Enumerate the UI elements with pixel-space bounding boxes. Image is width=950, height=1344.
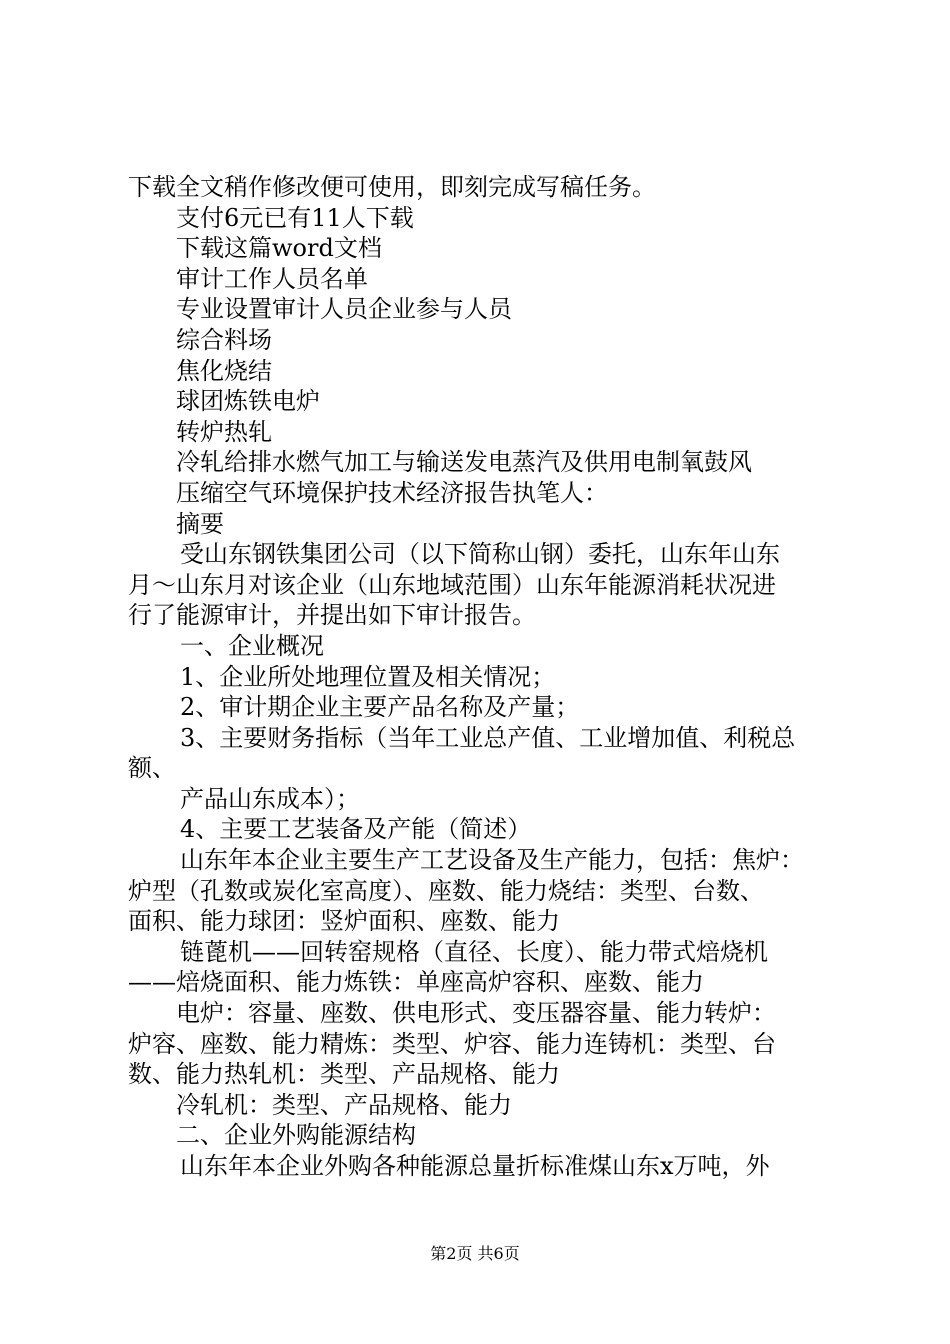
text-line: 产品山东成本）； xyxy=(180,784,360,813)
text-line: 冷轧机：类型、产品规格、能力 xyxy=(176,1090,512,1119)
text-line: 链蓖机——回转窑规格（直径、长度）、能力带式焙烧机 xyxy=(180,937,768,966)
text-line: 山东年本企业外购各种能源总量折标准煤山东x万吨，外 xyxy=(180,1152,770,1180)
text-line: 电炉：容量、座数、供电形式、变压器容量、能力转炉： xyxy=(176,999,776,1028)
text-line: ——焙烧面积、能力炼铁：单座高炉容积、座数、能力 xyxy=(128,968,704,997)
text-line: 炉容、座数、能力精炼：类型、炉容、能力连铸机：类型、台 xyxy=(128,1029,776,1058)
text-line: 下载全文稍作修改便可使用，即刻完成写稿任务。 xyxy=(128,173,656,201)
text-line: 摘要 xyxy=(176,509,224,538)
text-line: 面积、能力球团：竖炉面积、座数、能力 xyxy=(128,907,560,936)
text-line: 下载这篇word文档 xyxy=(176,234,382,263)
text-line: 2、审计期企业主要产品名称及产量； xyxy=(180,693,580,722)
text-line: 二、企业外购能源结构 xyxy=(176,1121,416,1150)
text-line: 月～山东月对该企业（山东地域范围）山东年能源消耗状况进 xyxy=(128,570,776,599)
text-line: 1、企业所处地理位置及相关情况； xyxy=(180,662,556,691)
text-line: 球团炼铁电炉 xyxy=(176,387,320,416)
text-line: 炉型（孔数或炭化室高度）、座数、能力烧结：类型、台数、 xyxy=(128,876,764,905)
text-line: 转炉热轧 xyxy=(176,417,272,446)
text-line: 受山东钢铁集团公司（以下简称山钢）委托，山东年山东 xyxy=(180,540,780,569)
text-line: 冷轧给排水燃气加工与输送发电蒸汽及供用电制氧鼓风 xyxy=(176,448,752,477)
text-line: 行了能源审计，并提出如下审计报告。 xyxy=(128,601,536,630)
text-line: 压缩空气环境保护技术经济报告执笔人： xyxy=(176,478,608,507)
text-line: 审计工作人员名单 xyxy=(176,264,368,293)
text-line: 3、主要财务指标（当年工业总产值、工业增加值、利税总 xyxy=(180,723,796,752)
text-line: 额、 xyxy=(128,754,176,783)
page-footer: 第2页 共6页 xyxy=(430,1244,520,1263)
text-line: 4、主要工艺装备及产能（简述） xyxy=(180,815,532,844)
text-line: 支付6元已有11人下载 xyxy=(176,203,414,232)
text-line: 综合料场 xyxy=(176,325,272,354)
text-line: 专业设置审计人员企业参与人员 xyxy=(176,295,512,324)
text-line: 数、能力热轧机：类型、产品规格、能力 xyxy=(128,1060,560,1089)
text-line: 一、企业概况 xyxy=(180,631,324,660)
document-body xyxy=(128,172,840,1182)
text-line: 焦化烧结 xyxy=(176,356,272,385)
text-line: 山东年本企业主要生产工艺设备及生产能力，包括：焦炉： xyxy=(180,846,804,875)
